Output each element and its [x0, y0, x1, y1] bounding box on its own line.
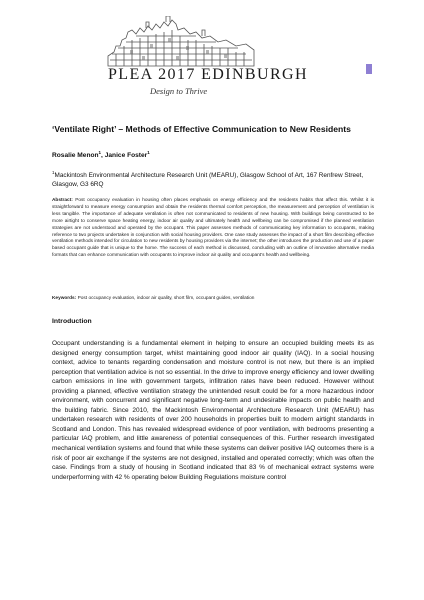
keywords-text: Post occupancy evaluation, indoor air quality, short film, occupant guides, ventilation	[77, 296, 255, 301]
author-separator: ,	[101, 152, 105, 160]
abstract-label: Abstract:	[52, 198, 73, 203]
affiliation-mark: 1	[52, 170, 55, 175]
paper-title: ‘Ventilate Right’ – Methods of Effective Communication to New Residents	[52, 124, 351, 134]
author-name: Janice Foster	[104, 152, 148, 160]
author-list	[52, 150, 150, 159]
page-edge-tab	[366, 64, 372, 74]
author-affiliation	[52, 168, 374, 190]
keywords	[52, 296, 374, 301]
introduction-heading: Introduction	[52, 318, 92, 325]
introduction-body: Occupant understanding is a fundamental element in helping to ensure an occupied building meets its as designed energy consumption target, whilst maintaining good indoor air quality (IAQ). In a social housing context, advice to tenants regarding condensation and moisture control is not new, but there is an implied perception that ventilation advice is not so essential. In the drive to improve energy efficiency and lower dwelling carbon emissions in line with government targets, infiltration rates have been reduced. However without providing a planned, effective ventilation strategy the unintended result could be for a more hazardous indoor environment, with concurrent and significant negative long-term and undesirable impacts on public health and the building fabric. Since 2010, the Mackintosh Environmental Architecture Research Unit (MEARU) has undertaken research with residents of over 200 households in properties built to modern airtight standards in Scotland and London. This has revealed widespread evidence of poor ventilation, with bedrooms presenting a particular IAQ problem, and little awareness of potential consequences of this. Further research investigated mechanical ventilation systems and found that while these systems can deliver positive IAQ outcomes there is a risk of poor air exchange if the systems are not designed, installed and operated correctly; which was often the case. Findings from a study of housing in Scotland indicated that 83 % of mechanical extract systems were underperforming with 42 % operating below Building Regulations moisture control	[52, 340, 374, 481]
affiliation-mark: 1	[98, 150, 102, 155]
author-name: Rosalie Menon	[52, 152, 99, 160]
abstract-text: Post occupancy evaluation in housing often places emphasis on energy efficiency and the residents habits that affect this. Whilst it is straightforward to measure energy consumption and obtain the residents thermal comfort perception, the measurement and perception of ventilation is less tangible. The importance of adequate ventilation is often not communicated to residents of new housing. With buildings being constructed to be more airtight to conserve space heating energy, indoor air quality and ultimately health and wellbeing can be compromised if the planned ventilation strategies are not understood and operated by the occupant. This paper assesses methods of communicating key information to occupants, making reference to two projects undertaken in conjunction with social housing providers. One case study assesses the impact of a short film describing effective ventilation methods intended for circulation to new residents by housing providers via the internet; the other introduces the production and use of a paper based occupant guide that is unique to the home. The success of each method is discussed, concluding with an outline of innovative alternative media formats that can enhance communication with occupants to improve indoor air quality and occupant’s health and wellbeing.	[52, 198, 374, 259]
affiliation-mark: 1	[147, 150, 150, 155]
keywords-label: Keywords:	[52, 296, 77, 301]
conference-subtitle: Design to Thrive	[150, 86, 208, 96]
edinburgh-skyline-illustration	[106, 16, 256, 68]
abstract	[52, 198, 374, 260]
affiliation-text: Mackintosh Environmental Architecture Research Unit (MEARU), Glasgow School of Art, 167 Renfrew Street, Glasgow, G3 6RQ	[52, 172, 364, 189]
conference-title: PLEA 2017 EDINBURGH	[108, 66, 308, 83]
